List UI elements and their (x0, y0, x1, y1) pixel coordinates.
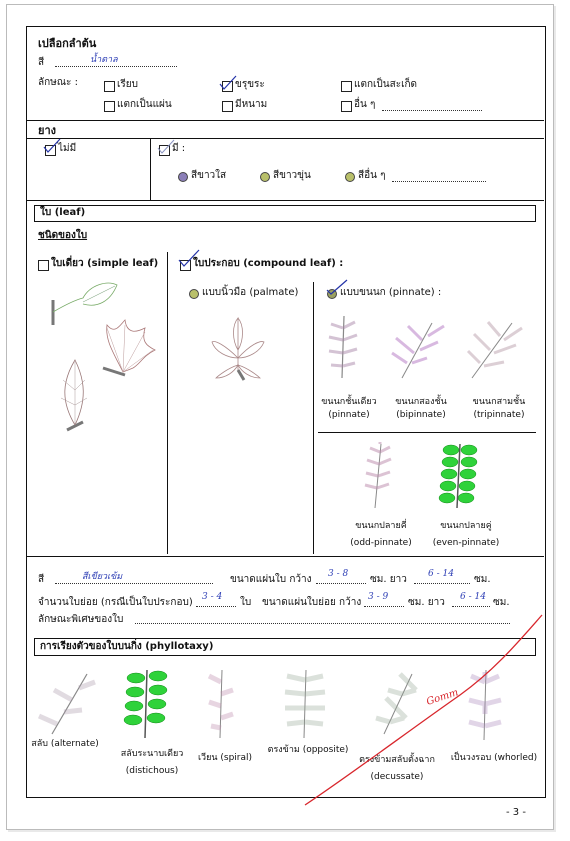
odd-pinnate-en: (odd-pinnate) (350, 538, 412, 548)
simple-leaf-illustration (45, 280, 165, 445)
palmate-pinnate-divider (313, 282, 314, 554)
leaf-color-label: สี (38, 574, 45, 585)
pinnate-leaf-illustrations (322, 308, 542, 388)
sap-other-label: สีอื่น ๆ (358, 170, 386, 181)
odd-even-pinnate-illustrations (355, 440, 495, 512)
distichous-en: (distichous) (125, 766, 179, 776)
leaflet-count-line (196, 606, 236, 607)
blade-width-value: 3 - 8 (328, 569, 349, 579)
leaflet-size-label: ขนาดแผ่นใบย่อย กว้าง (262, 597, 362, 608)
alternate-label: สลับ (alternate) (31, 739, 99, 749)
leaflet-cm-long-label: ซม. ยาว (408, 597, 445, 608)
pinnate-en: (pinnate) (328, 410, 370, 420)
decussate-en: (decussate) (370, 772, 424, 782)
bark-other-line (382, 110, 482, 111)
divider-leaf-types (27, 556, 544, 557)
bark-sheet-label: แตกเป็นแผ่น (117, 99, 172, 110)
sap-heading: ยาง (38, 124, 56, 137)
bark-color-line (55, 66, 177, 67)
pinnate-subdivider (318, 432, 536, 433)
red-check-mark (300, 610, 550, 810)
blade-size-label: ขนาดแผ่นใบ กว้าง (230, 574, 312, 585)
pinnate-thai: ขนนกชั้นเดียว (321, 397, 377, 407)
leaf-title-box (34, 205, 536, 222)
divider-sap (27, 200, 544, 201)
sap-none-label: ไม่มี (58, 143, 77, 154)
leaflet-count-value: 3 - 4 (202, 592, 223, 602)
palmate-label: แบบนิ้วมือ (palmate) (202, 287, 299, 298)
leaflet-width-line (364, 606, 404, 607)
leaf-color-line (55, 583, 213, 584)
special-feature-label: ลักษณะพิเศษของใบ (38, 614, 124, 625)
bark-sheet-checkbox[interactable] (104, 101, 115, 112)
sap-other-radio[interactable] (345, 172, 355, 182)
divider-bark (27, 120, 544, 121)
sap-milky-label: สีขาวขุ่น (273, 170, 311, 181)
bark-color-label: สี (38, 57, 45, 68)
bark-rough-label: ขรุขระ (235, 79, 265, 90)
leaf-color-value: สีเขียวเข้ม (82, 572, 123, 582)
divider-sap-heading (27, 138, 544, 139)
blade-cm-label: ซม. (474, 574, 491, 585)
sap-clear-radio[interactable] (178, 172, 188, 182)
sap-has-label: มี : (172, 143, 186, 154)
leaflet-unit-label: ใบ (240, 597, 252, 608)
page-number: - 3 - (506, 807, 526, 818)
palmate-leaf-illustration (210, 310, 270, 385)
bark-other-checkbox[interactable] (341, 101, 352, 112)
bark-character-label: ลักษณะ : (38, 77, 78, 88)
sap-clear-label: สีขาวใส (191, 170, 227, 181)
distichous-thai: สลับระนาบเดียว (120, 749, 184, 759)
leaflet-cm-label: ซม. (493, 597, 510, 608)
blade-cm-long-label: ซม. ยาว (370, 574, 407, 585)
sap-milky-radio[interactable] (260, 172, 270, 182)
leaf-section-title: ใบ (leaf) (40, 207, 86, 218)
spiral-label: เวียน (spiral) (197, 753, 253, 763)
tripinnate-thai: ขนนกสามชั้น (472, 397, 526, 407)
bark-flaky-label: แตกเป็นสะเก็ด (354, 79, 418, 90)
bark-thorn-label: มีหนาม (235, 99, 268, 110)
bark-thorn-checkbox[interactable] (222, 101, 233, 112)
odd-pinnate-thai: ขนนกปลายคี่ (355, 521, 407, 531)
signature: Gomm (425, 687, 460, 708)
simple-compound-divider (167, 252, 168, 554)
bark-other-label: อื่น ๆ (354, 99, 376, 110)
bark-flaky-checkbox[interactable] (341, 81, 352, 92)
sap-divider (150, 138, 151, 200)
blade-length-line (414, 583, 470, 584)
sap-other-line (392, 181, 486, 182)
palmate-radio[interactable] (189, 289, 199, 299)
even-pinnate-en: (even-pinnate) (432, 538, 500, 548)
tripinnate-en: (tripinnate) (473, 410, 525, 420)
bark-smooth-checkbox[interactable] (104, 81, 115, 92)
leaf-types-heading: ชนิดของใบ (38, 230, 88, 241)
bipinnate-thai: ขนนกสองชั้น (395, 397, 447, 407)
opposite-label: ตรงข้าม (opposite) (267, 745, 349, 755)
leaflet-length-line (452, 606, 490, 607)
decussate-thai: ตรงข้ามสลับตั้งฉาก (359, 755, 435, 765)
bark-rough-check-mark (218, 74, 238, 94)
simple-leaf-checkbox[interactable] (38, 260, 49, 271)
blade-length-value: 6 - 14 (428, 569, 454, 579)
phyllotaxy-title: การเรียงตัวของใบบนกิ่ง (phyllotaxy) (40, 641, 214, 652)
bipinnate-en: (bipinnate) (396, 410, 446, 420)
leaflet-length-value: 6 - 14 (460, 592, 486, 602)
whorled-label: เป็นวงรอบ (whorled) (450, 753, 538, 763)
pinnate-label: แบบขนนก (pinnate) : (340, 287, 442, 298)
compound-leaf-label: ใบประกอบ (compound leaf) : (193, 258, 344, 269)
bark-smooth-label: เรียบ (117, 79, 138, 90)
leaflet-width-value: 3 - 9 (368, 592, 389, 602)
even-pinnate-thai: ขนนกปลายคู่ (440, 521, 492, 531)
leaflet-count-label: จำนวนใบย่อย (กรณีเป็นใบประกอบ) (38, 597, 193, 608)
bark-heading: เปลือกลำต้น (38, 37, 97, 50)
blade-width-line (316, 583, 366, 584)
simple-leaf-label: ใบเดี่ยว (simple leaf) (51, 258, 159, 269)
bark-color-value: น้ำตาล (90, 55, 118, 65)
